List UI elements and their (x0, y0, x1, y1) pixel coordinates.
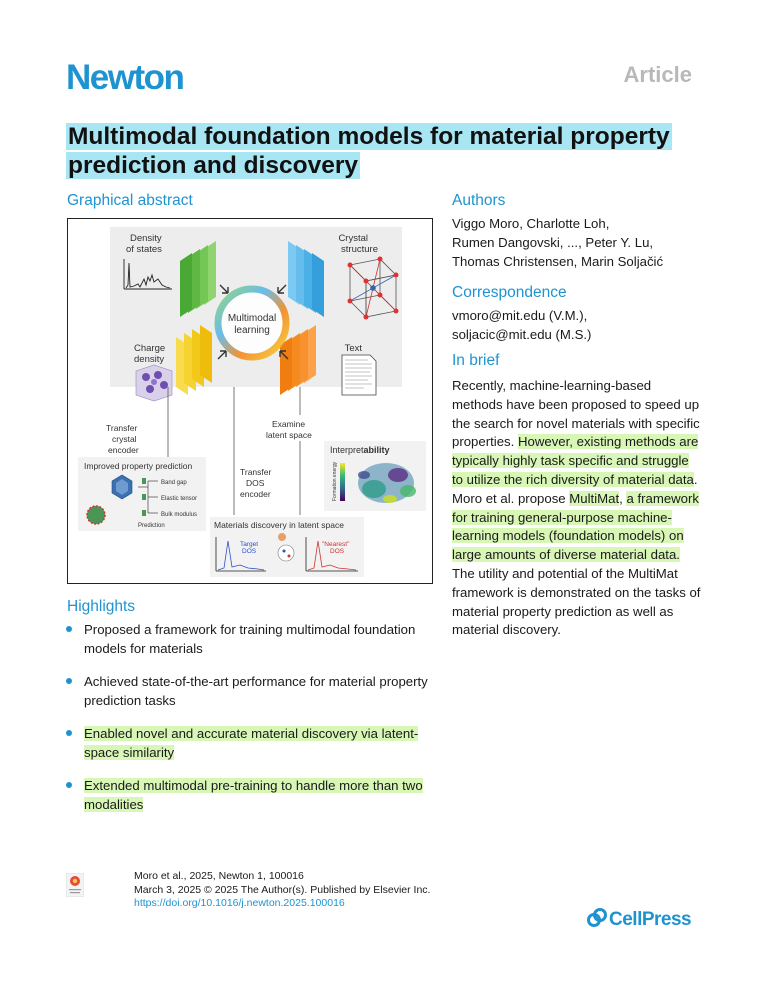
check-for-updates-icon[interactable] (66, 873, 84, 897)
prediction-bars (142, 478, 146, 516)
correspondence-heading: Correspondence (452, 284, 567, 301)
journal-name: Newton (66, 58, 184, 97)
center-label-1: Multimodal (227, 313, 277, 324)
doi-link[interactable]: https://doi.org/10.1016/j.newton.2025.100016 (134, 897, 345, 909)
svg-text:Crystal: Crystal (338, 233, 368, 244)
svg-text:Bulk modulus: Bulk modulus (161, 512, 198, 518)
bullet-icon (66, 626, 72, 632)
svg-text:crystal: crystal (112, 434, 137, 444)
svg-text:Charge: Charge (134, 343, 166, 354)
interpretability-label: Interpretability (330, 445, 390, 455)
svg-text:Formation energy: Formation energy (332, 461, 338, 501)
in-brief-heading: In brief (452, 352, 500, 369)
svg-text:of states: of states (126, 244, 162, 255)
bullet-icon (66, 730, 72, 736)
highlight-item: Enabled novel and accurate material discovery via latent-space similarity (66, 724, 438, 762)
svg-text:Band gap: Band gap (161, 480, 187, 486)
svg-text:density: density (134, 354, 165, 365)
svg-text:Improved property prediction: Improved property prediction (84, 461, 193, 471)
svg-text:structure: structure (341, 244, 378, 255)
email-soljacic[interactable]: soljacic@mit.edu (M.S.) (452, 327, 592, 342)
center-label-2: learning (234, 325, 270, 336)
svg-text:encoder: encoder (108, 445, 139, 455)
highlight-item: Proposed a framework for training multimodal foundation models for materials (66, 620, 438, 658)
footer-citation: Moro et al., 2025, Newton 1, 100016 March 3, 2025 © 2025 The Author(s). Published by Elsevier Inc. https://doi.org/10.1016/j.newton.2025.100016 (134, 870, 431, 909)
colorbar (340, 463, 345, 501)
title-line-2: prediction and discovery (68, 152, 358, 179)
title-line-1: Multimodal foundation models for material property (68, 123, 670, 150)
svg-text:Materials discovery in latent: Materials discovery in latent space (214, 520, 344, 530)
highlights-heading: Highlights (67, 598, 136, 615)
svg-text:Target: Target (240, 541, 259, 548)
graphical-abstract (67, 218, 433, 584)
svg-text:encoder: encoder (240, 489, 271, 499)
svg-text:DOS: DOS (242, 548, 257, 555)
highlights-list (66, 620, 438, 824)
highlight-item: Extended multimodal pre-training to handle more than two modalities (66, 776, 438, 814)
article-type: Article (623, 62, 692, 87)
email-moro[interactable]: vmoro@mit.edu (V.M.), (452, 308, 588, 323)
authors-heading: Authors (452, 192, 506, 209)
svg-text:DOS: DOS (246, 478, 265, 488)
in-brief-text: Recently, machine-learning-based methods have been proposed to speed up the search for novel materials with specific properties. However, existing methods are typically highly task specific and struggle to utilize the rich diversity of material data. Moro et al. propose MultiMat, a framework for training general-purpose machine-learning models (foundation models) on large amounts of diverse material data. The utility and potential of the MultiMat framework is demonstrated on the tasks of material property prediction as well as material discovery. (452, 378, 701, 638)
highlight-item: Achieved state-of-the-art performance for material property prediction tasks (66, 672, 438, 710)
authors-list: Viggo Moro, Charlotte Loh, Rumen Dangovski, ..., Peter Y. Lu, Thomas Christensen, Marin Soljačić (452, 216, 664, 269)
svg-text:Text: Text (344, 343, 362, 354)
cellpress-logo: CellPress (587, 908, 691, 931)
svg-text:latent space: latent space (266, 430, 312, 440)
bullet-icon (66, 782, 72, 788)
cellpress-icon (587, 908, 607, 928)
svg-text:Transfer: Transfer (106, 423, 138, 433)
svg-text:"Nearest": "Nearest" (322, 541, 350, 548)
correspondence-emails[interactable] (452, 306, 591, 344)
bullet-icon (66, 678, 72, 684)
svg-text:Elastic tensor: Elastic tensor (161, 496, 198, 502)
svg-text:Prediction: Prediction (138, 523, 165, 529)
svg-text:Examine: Examine (272, 419, 306, 429)
graphical-abstract-heading: Graphical abstract (67, 192, 193, 209)
svg-text:DOS: DOS (330, 548, 345, 555)
text-document-icon (342, 355, 376, 395)
svg-text:Density: Density (130, 233, 162, 244)
svg-text:Transfer: Transfer (240, 467, 272, 477)
article-title (66, 122, 706, 180)
